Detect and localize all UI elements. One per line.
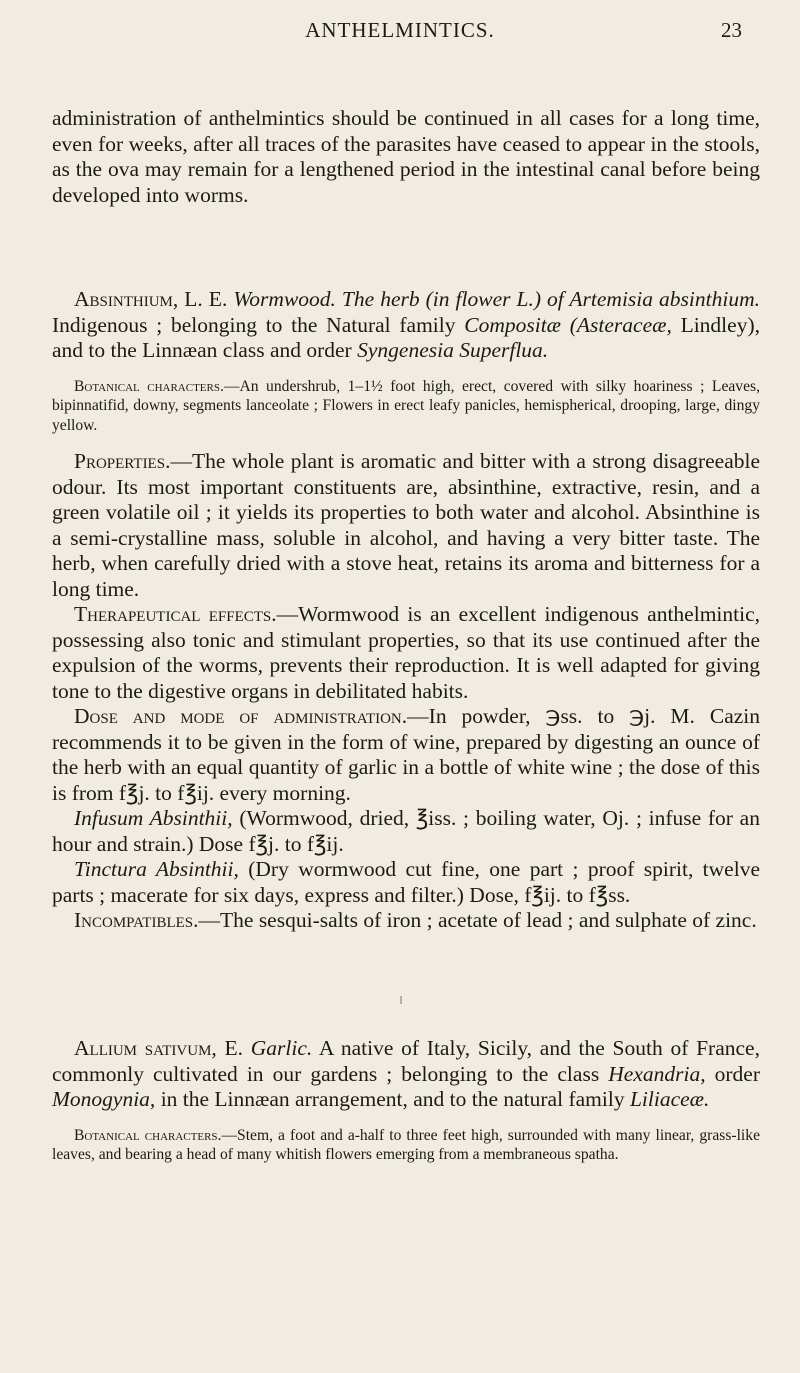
absinthium-family: Compositæ (Asteraceæ, — [464, 312, 672, 337]
absinthium-herb: The herb (in flower L.) of Artemisia absinthium. — [335, 287, 760, 311]
allium-botanical-paragraph — [52, 1126, 760, 1165]
absinthium-description-2: Lindley), and to the Linnæan class and order — [52, 312, 760, 362]
allium-abbr: E. — [216, 1036, 251, 1060]
absinthium-incompatibles-paragraph — [52, 908, 760, 934]
allium-name: Allium sativum, — [74, 1036, 217, 1060]
allium-botanical-label: Botanical characters. — [74, 1126, 222, 1144]
absinthium-botanical-text: —An undershrub, 1–1½ foot high, erect, covered with silky hoariness ; Leaves, bipinnatifid, downy, segments lanceolate ; Flowers in erect leafy panicles, hemispherical, drooping, large, dingy yellow. — [52, 377, 760, 434]
absinthium-therapeutic-text: —Wormwood is an excellent indigenous anthelmintic, possessing also tonic and stimulant properties, so that its use continued after the expulsion of the worms, prevents their reproduction. It is well adapted for giving tone to the digestive organs in debilitated habits. — [52, 602, 761, 703]
infusum-absinthii-text: (Wormwood, dried, ℥iss. ; boiling water, Oj. ; infuse for an hour and strain.) Dose f℥j. to f℥ij. — [52, 806, 760, 856]
absinthium-incompatibles-text: —The sesqui-salts of iron ; acetate of lead ; and sulphate of zinc. — [198, 908, 757, 932]
intro-paragraph: administration of anthelmintics should be continued in all cases for a long time, even for weeks, after all traces of the parasites have ceased to appear in the stools, as the ova may remain for a lengthened period in the intestinal canal before being developed into worms. — [52, 106, 760, 207]
allium-description-3: in the Linnæan arrangement, and to the natural family — [155, 1087, 630, 1111]
absinthium-name: Absinthium, — [74, 287, 179, 311]
absinthium-dose-label: Dose and mode of administration. — [74, 704, 408, 728]
absinthium-order: Syngenesia Superflua. — [357, 338, 549, 362]
allium-order: Monogynia, — [52, 1087, 156, 1111]
absinthium-botanical-paragraph — [52, 377, 760, 436]
allium-section — [52, 1036, 760, 1165]
allium-heading-paragraph — [52, 1036, 760, 1113]
page-speck — [400, 996, 402, 1004]
absinthium-botanical-label: Botanical characters. — [74, 377, 224, 395]
allium-class: Hexandria, — [608, 1061, 706, 1086]
absinthium-tinctura-paragraph — [52, 857, 760, 908]
running-head: ANTHELMINTICS. — [305, 18, 495, 42]
absinthium-description: Indigenous ; belonging to the Natural family — [52, 312, 465, 337]
absinthium-section — [52, 287, 760, 934]
allium-description-2: order — [705, 1061, 760, 1086]
absinthium-abbr: L. E. — [178, 287, 234, 311]
absinthium-therapeutic-label: Therapeutical effects. — [74, 602, 277, 626]
allium-botanical-text: —Stem, a foot and a-half to three feet high, surrounded with many linear, grass-like leaves, and bearing a head of many whitish flowers emerging from a membraneous spatha. — [52, 1126, 760, 1163]
page-header — [0, 16, 800, 46]
absinthium-heading-paragraph — [52, 287, 760, 364]
absinthium-incompatibles-label: Incompatibles. — [74, 908, 199, 932]
absinthium-therapeutic-paragraph — [52, 602, 760, 704]
allium-common-name: Garlic. — [250, 1036, 313, 1060]
intro-section — [52, 106, 760, 208]
absinthium-infusum-paragraph — [52, 806, 760, 857]
tinctura-absinthii-text: (Dry wormwood cut fine, one part ; proof spirit, twelve parts ; macerate for six days, express and filter.) Dose, f℥ij. to f℥ss. — [52, 857, 760, 907]
absinthium-properties-label: Properties. — [74, 449, 171, 473]
page-number: 23 — [721, 18, 742, 42]
tinctura-absinthii-name: Tinctura Absinthii, — [74, 857, 239, 881]
allium-description: A native of Italy, Sicily, and the South of France, commonly cultivated in our gardens ; belonging to the class — [52, 1036, 760, 1086]
absinthium-dose-paragraph — [52, 704, 760, 806]
absinthium-properties-paragraph — [52, 449, 760, 602]
absinthium-properties-text: —The whole plant is aromatic and bitter with a strong disagreeable odour. Its most important constituents are, absinthine, extractive, resin, and a green volatile oil ; it yields its properties to both water and alcohol. Absinthine is a semi-crystalline mass, soluble in alcohol, and having a very bitter taste. The herb, when carefully dried with a stove heat, retains its aroma and bitterness for a long time. — [52, 449, 760, 601]
allium-family: Liliaceæ. — [629, 1087, 710, 1111]
absinthium-common-name: Wormwood. — [233, 287, 336, 311]
absinthium-dose-text: —In powder, ℈ss. to ℈j. M. Cazin recommends it to be given in the form of wine, prepared by digesting an ounce of the herb with an equal quantity of garlic in a bottle of white wine ; the dose of this is from f℥j. to f℥ij. every morning. — [52, 704, 761, 805]
infusum-absinthii-name: Infusum Absinthii, — [74, 806, 233, 830]
